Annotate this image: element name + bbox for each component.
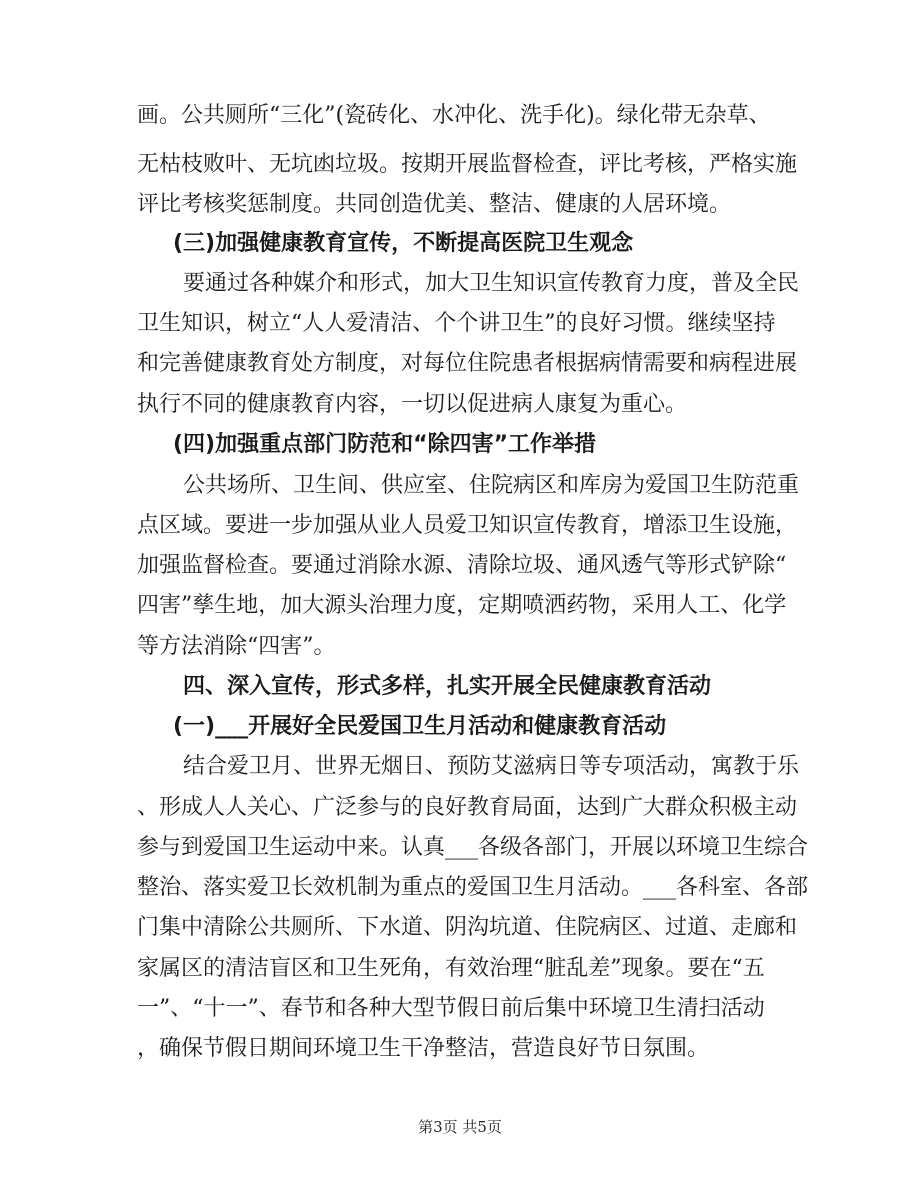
paragraph-line: 卫生知识，树立“人人爱清洁、个个讲卫生”的良好习惯。继续坚持 (137, 311, 776, 336)
paragraph-line: ，确保节假日期间环境卫生干净整洁，营造良好节日氛围。 (137, 1036, 710, 1061)
page-footer: 第3页 共5页 (418, 1118, 502, 1136)
paragraph-line: 评比考核奖惩制度。共同创造优美、整洁、健康的人居环境。 (137, 192, 732, 217)
section-heading: (四)加强重点部门防范和“除四害”工作举措 (173, 432, 597, 457)
paragraph-line: 参与到爱国卫生运动中来。认真___各级各部门，开展以环境卫生综合 (137, 835, 809, 860)
chapter-heading: 四、深入宣传，形式多样，扎实开展全民健康教育活动 (183, 674, 712, 699)
paragraph-line: 无枯枝败叶、无坑凼垃圾。按期开展监督检查，评比考核，严格实施 (137, 152, 798, 177)
paragraph-line: 画。公共厕所“三化”(瓷砖化、水冲化、洗手化)。绿化带无杂草、 (137, 103, 771, 128)
paragraph-line: 结合爱卫月、世界无烟日、预防艾滋病日等专项活动，寓教于乐 (183, 754, 800, 779)
paragraph-line: 和完善健康教育处方制度，对每位住院患者根据病情需要和病程进展 (137, 351, 798, 376)
paragraph-line: 门集中清除公共厕所、下水道、阴沟坑道、住院病区、过道、走廊和 (137, 915, 798, 940)
section-heading: (三)加强健康教育宣传，不断提高医院卫生观念 (173, 231, 634, 256)
paragraph-line: 家属区的清洁盲区和卫生死角，有效治理“脏乱差”现象。要在“五 (137, 956, 765, 981)
paragraph-line: 等方法消除“四害”。 (137, 634, 336, 659)
paragraph-line: 整治、落实爱卫长效机制为重点的爱国卫生月活动。___各科室、各部 (137, 875, 809, 900)
paragraph-line: 公共场所、卫生间、供应室、住院病区和库房为爱国卫生防范重 (183, 473, 800, 498)
paragraph-line: 加强监督检查。要通过消除水源、清除垃圾、通风透气等形式铲除“ (137, 553, 787, 578)
paragraph-line: 一”、“十一”、春节和各种大型节假日前后集中环境卫生清扫活动 (137, 996, 765, 1021)
paragraph-line: 四害”孳生地，加大源头治理力度，定期喷洒药物，采用人工、化学 (137, 593, 787, 618)
paragraph-line: 、形成人人关心、广泛参与的良好教育局面，达到广大群众积极主动 (137, 795, 798, 820)
section-heading: (一)___开展好全民爱国卫生月活动和健康教育活动 (173, 714, 667, 739)
paragraph-line: 要通过各种媒介和形式，加大卫生知识宣传教育力度，普及全民 (183, 271, 800, 296)
paragraph-line: 执行不同的健康教育内容，一切以促进病人康复为重心。 (137, 392, 688, 417)
paragraph-line: 点区域。要进一步加强从业人员爱卫知识宣传教育，增添卫生设施， (137, 513, 798, 538)
